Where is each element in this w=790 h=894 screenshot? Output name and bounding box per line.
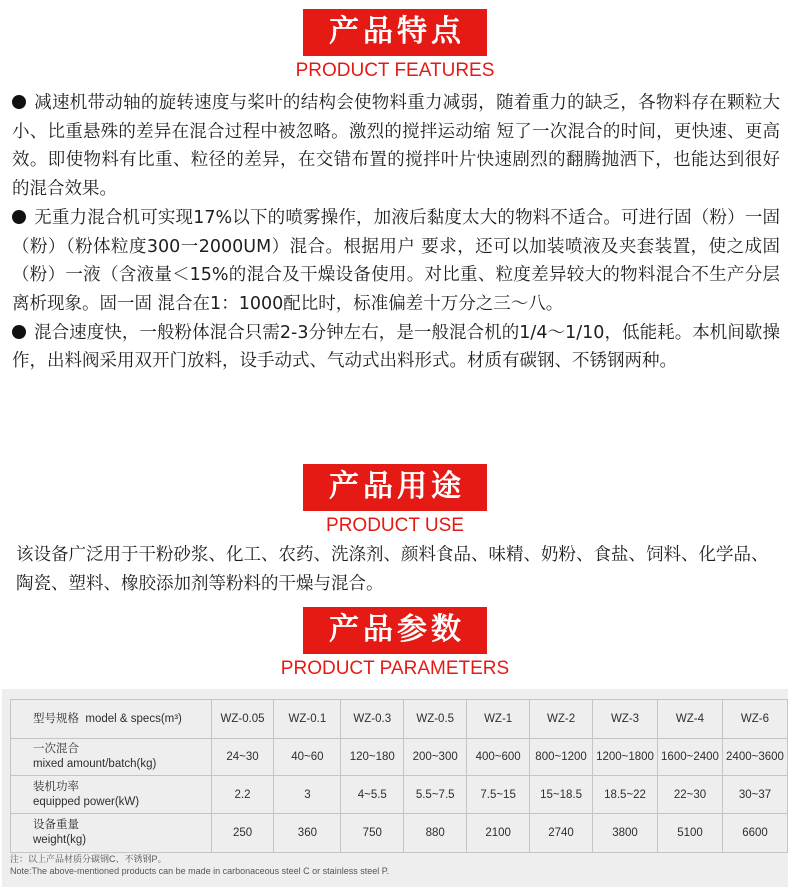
table-cell: 1600~2400 (658, 739, 723, 776)
model-cell: WZ-0.5 (404, 700, 467, 739)
table-cell: 6600 (722, 814, 787, 853)
table-cell: 2.2 (211, 776, 274, 814)
table-cell: 24~30 (211, 739, 274, 776)
note-cn: 注：以上产品材质分碳钢C、不锈钢P。 (10, 854, 167, 864)
table-cell: 120~180 (341, 739, 404, 776)
features-text (12, 89, 780, 376)
row-label: 一次混合 mixed amount/batch(kg) (11, 739, 212, 776)
table-cell: 7.5~15 (467, 776, 530, 814)
params-panel (2, 689, 788, 887)
table-cell: 250 (211, 814, 274, 853)
table-cell: 750 (341, 814, 404, 853)
table-cell: 2740 (530, 814, 593, 853)
table-cell: 5100 (658, 814, 723, 853)
features-title: 产品特点 (303, 9, 487, 56)
use-subtitle: PRODUCT USE (326, 515, 464, 536)
bullet-icon (12, 210, 26, 224)
model-cell: WZ-0.3 (341, 700, 404, 739)
params-header (0, 607, 790, 681)
table-cell: 15~18.5 (530, 776, 593, 814)
table-row (11, 776, 788, 814)
use-text: 该设备广泛用于干粉砂浆、化工、农药、洗涤剂、颜料食品、味精、奶粉、食盐、饲料、化学品、陶瓷、塑料、橡胶添加剂等粉料的干燥与混合。 (16, 545, 769, 594)
table-cell: 800~1200 (530, 739, 593, 776)
use-title: 产品用途 (303, 464, 487, 511)
header-label: 型号规格 model & specs(m³) (11, 700, 212, 739)
params-subtitle: PRODUCT PARAMETERS (280, 658, 510, 679)
model-cell: WZ-0.05 (211, 700, 274, 739)
table-cell: 400~600 (467, 739, 530, 776)
table-cell: 3800 (593, 814, 658, 853)
model-cell: WZ-6 (722, 700, 787, 739)
model-cell: WZ-2 (530, 700, 593, 739)
model-cell: WZ-4 (658, 700, 723, 739)
use-header (0, 464, 790, 538)
features-header (0, 9, 790, 83)
model-cell: WZ-1 (467, 700, 530, 739)
model-cell: WZ-3 (593, 700, 658, 739)
table-cell: 22~30 (658, 776, 723, 814)
note-en: Note:The above-mentioned products can be made in carbonaceous steel C or stainless steel P. (10, 866, 390, 876)
params-note (10, 853, 389, 877)
table-cell: 5.5~7.5 (404, 776, 467, 814)
model-cell: WZ-0.1 (274, 700, 341, 739)
table-cell: 1200~1800 (593, 739, 658, 776)
table-cell: 2400~3600 (722, 739, 787, 776)
table-cell: 30~37 (722, 776, 787, 814)
table-cell: 360 (274, 814, 341, 853)
bullet-icon (12, 95, 26, 109)
features-subtitle: PRODUCT FEATURES (295, 60, 495, 81)
table-cell: 18.5~22 (593, 776, 658, 814)
feature-paragraph-3: 混合速度快，一般粉体混合只需2-3分钟左右，是一般混合机的1/4～1/10，低能耗。本机间歇操作，出料阀采用双开门放料，设手动式、气动式出料形式。材质有碳钢、不锈钢两种。 (12, 322, 780, 372)
table-row (11, 814, 788, 853)
table-cell: 880 (404, 814, 467, 853)
table-cell: 40~60 (274, 739, 341, 776)
table-row (11, 739, 788, 776)
table-header-row (11, 700, 788, 739)
table-cell: 3 (274, 776, 341, 814)
params-title: 产品参数 (303, 607, 487, 654)
feature-paragraph-2: 无重力混合机可实现17%以下的喷雾操作，加液后黏度太大的物料不适合。可进行固（粉）一固（粉）（粉体粒度300一2000UM）混合。根据用户 要求，还可以加装喷液及夹套装置，使之成固（粉）一液（含液量＜15%的混合及干燥设备使用。对比重、粒度差异较大的物料混合不生产分层离析现象。固一固 混合在1：1000配比时，标准偏差十万分之三～八。 (12, 207, 780, 314)
params-table (10, 699, 788, 853)
table-cell: 2100 (467, 814, 530, 853)
row-label: 设备重量 weight(kg) (11, 814, 212, 853)
table-cell: 4~5.5 (341, 776, 404, 814)
bullet-icon (12, 325, 26, 339)
feature-paragraph-1: 减速机带动轴的旋转速度与桨叶的结构会使物料重力减弱，随着重力的缺乏，各物料存在颗粒大小、比重悬殊的差异在混合过程中被忽略。激烈的搅拌运动缩 短了一次混合的时间，更快速、更高效。即使物料有比重、粒径的差异，在交错布置的搅拌叶片快速剧烈的翻腾抛洒下，也能达到很好的混合效果。 (12, 93, 780, 200)
table-cell: 200~300 (404, 739, 467, 776)
row-label: 装机功率 equipped power(kW) (11, 776, 212, 814)
